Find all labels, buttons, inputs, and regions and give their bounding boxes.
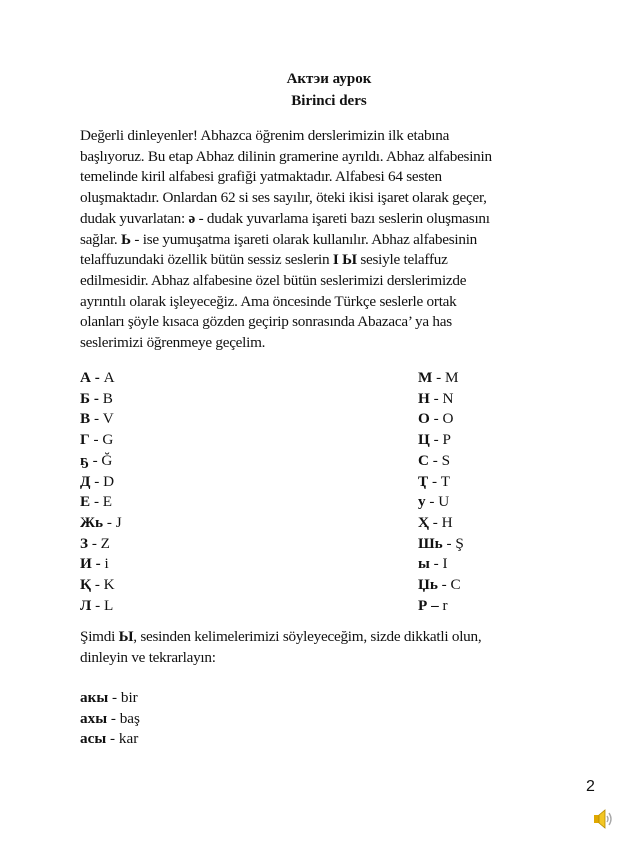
- instruction-line: [80, 647, 580, 668]
- text-run: Değerli dinleyenler! Abhazca öğrenim derslerimizin ilk etabına: [80, 127, 450, 144]
- intro-paragraph: [80, 126, 570, 354]
- latin-equivalent: - H: [428, 513, 453, 531]
- alphabet-column-left: [80, 368, 280, 616]
- latin-equivalent: i: [100, 555, 109, 573]
- text-run: - ise yumuşatma işareti olarak kullanılır. Abhaz alfabesinin: [130, 230, 478, 248]
- alphabet-row: [418, 513, 568, 534]
- text-run: telaffuzundaki özellik bütün sessiz seslerin: [80, 251, 333, 269]
- vocabulary-row: [80, 688, 140, 709]
- latin-equivalent: - I: [429, 555, 448, 573]
- text-run: sesiyle telaffuz: [356, 251, 448, 269]
- alphabet-row: [80, 472, 280, 493]
- alphabet-row: [418, 451, 568, 472]
- cyrillic-letter: Џь: [418, 576, 438, 594]
- text-run: dinleyin ve tekrarlayın:: [80, 649, 216, 666]
- cyrillic-letter: Е: [80, 493, 91, 511]
- alphabet-row: [418, 409, 568, 430]
- cyrillic-letter: Л: [80, 596, 92, 614]
- alphabet-row: [418, 575, 568, 596]
- instruction-line: [80, 626, 580, 647]
- cyrillic-letter: Ц: [418, 431, 430, 449]
- vocabulary-list: [80, 688, 140, 750]
- lesson-title: Актэи аурок: [286, 71, 372, 87]
- cyrillic-letter: Г: [80, 431, 90, 449]
- text-run: , sesinden kelimelerimizi söyleyeceğim, sizde dikkatli olun,: [133, 628, 482, 645]
- latin-equivalent: - D: [90, 472, 115, 490]
- text-run: temelinde kiril alfabesi grafiği yatmaktadır. Alfabesi 64 sesten: [80, 168, 442, 186]
- paragraph-line: [80, 230, 570, 251]
- vocabulary-meaning: - kar: [106, 730, 139, 748]
- cyrillic-letter: ы: [418, 555, 430, 573]
- latin-equivalent: - C: [437, 576, 461, 594]
- latin-equivalent: - J: [103, 513, 122, 531]
- bold-letter: Ь: [121, 230, 131, 248]
- latin-equivalent: - N: [429, 389, 454, 407]
- latin-equivalent: - Ğ: [88, 451, 113, 469]
- paragraph-line: [80, 333, 570, 354]
- latin-equivalent: r: [438, 596, 448, 614]
- lesson-subtitle: Birinci ders: [291, 93, 367, 109]
- cyrillic-letter: Қ: [80, 576, 92, 594]
- paragraph-line: [80, 271, 570, 292]
- alphabet-row: [418, 554, 568, 575]
- vocabulary-meaning: - bir: [108, 689, 138, 706]
- latin-equivalent: - O: [429, 410, 454, 428]
- alphabet-row: [418, 534, 568, 555]
- text-run: dudak yuvarlatan:: [80, 209, 189, 227]
- alphabet-row: [80, 389, 280, 410]
- cyrillic-letter: И -: [80, 555, 101, 573]
- alphabet-row: [80, 513, 280, 534]
- vocabulary-row: [80, 729, 140, 750]
- paragraph-line: [80, 312, 570, 333]
- latin-equivalent: - M: [432, 369, 459, 386]
- alphabet-row: [418, 430, 568, 451]
- alphabet-row: [80, 368, 280, 389]
- text-run: sağlar.: [80, 230, 122, 248]
- latin-equivalent: - S: [428, 451, 451, 469]
- latin-equivalent: - L: [91, 596, 114, 614]
- alphabet-row: [80, 430, 280, 451]
- alphabet-column-right: [418, 368, 568, 616]
- alphabet-row: [80, 596, 280, 617]
- bold-letter: Ы: [342, 251, 357, 269]
- cyrillic-letter: Ҳ: [418, 513, 429, 531]
- vocabulary-row: [80, 709, 140, 730]
- latin-equivalent: - Z: [88, 534, 110, 552]
- vocabulary-word: ахы: [80, 709, 108, 727]
- text-run: Şimdi: [80, 628, 119, 645]
- alphabet-row: [80, 409, 280, 430]
- alphabet-row: [80, 492, 280, 513]
- cyrillic-letter: Жь: [80, 513, 104, 531]
- text-run: başlıyoruz. Bu etap Abhaz dilinin gramerine ayrıldı. Abhaz alfabesinin: [80, 147, 492, 165]
- text-run: seslerimizi öğrenmeye geçelim.: [80, 334, 266, 352]
- latin-equivalent: - P: [429, 431, 451, 449]
- latin-equivalent: A: [99, 369, 115, 386]
- text-run: ayrıntılı olarak işleyeceğiz. Ama öncesinde Türkçe seslerle ortak: [80, 292, 457, 310]
- cyrillic-letter: М: [418, 369, 433, 386]
- cyrillic-letter: С: [418, 451, 429, 469]
- instruction-paragraph: [80, 626, 580, 668]
- bold-letter: ə: [188, 209, 196, 227]
- cyrillic-letter: у: [418, 493, 426, 511]
- latin-equivalent: - K: [91, 576, 115, 594]
- cyrillic-letter: Б -: [80, 389, 99, 407]
- text-run: - dudak yuvarlama işareti bazı seslerin oluşmasını: [195, 209, 490, 227]
- paragraph-line: [80, 209, 570, 230]
- latin-equivalent: B: [98, 389, 113, 407]
- cyrillic-letter: ҕ: [80, 451, 89, 469]
- alphabet-row: [418, 596, 568, 617]
- alphabet-row: [80, 534, 280, 555]
- paragraph-line: [80, 147, 570, 168]
- cyrillic-letter: З: [80, 534, 89, 552]
- text-run: olanları şöyle kısaca gözden geçirip sonrasında Abazaca’ ya has: [80, 313, 452, 331]
- alphabet-row: [80, 575, 280, 596]
- vocabulary-word: асы: [80, 730, 107, 748]
- latin-equivalent: - T: [428, 472, 451, 490]
- paragraph-line: [80, 167, 570, 188]
- cyrillic-letter: Ҭ: [418, 472, 429, 490]
- text-run: edilmesidir. Abhaz alfabesine özel bütün seslerimizi derslerimizde: [80, 271, 467, 289]
- cyrillic-letter: Шь: [418, 534, 443, 552]
- paragraph-line: [80, 292, 570, 313]
- latin-equivalent: - V: [90, 410, 114, 428]
- cyrillic-letter: Н: [418, 389, 430, 407]
- vocabulary-meaning: - baş: [107, 709, 140, 727]
- cyrillic-letter: В: [80, 410, 91, 428]
- cyrillic-letter: Р –: [418, 596, 439, 614]
- paragraph-line: [80, 188, 570, 209]
- alphabet-row: [418, 492, 568, 513]
- latin-equivalent: - E: [90, 493, 113, 511]
- vocabulary-word: акы: [80, 689, 109, 706]
- alphabet-row: [80, 554, 280, 575]
- alphabet-row: [80, 451, 280, 472]
- page-number: 2: [586, 778, 595, 795]
- text-run: oluşmaktadır. Onlardan 62 si ses sayılır, öteki ikisi işaret olarak geçer,: [80, 189, 487, 207]
- bold-letter: Ы: [118, 628, 134, 645]
- bold-letter: I: [332, 251, 339, 269]
- speaker-icon[interactable]: [592, 808, 614, 830]
- latin-equivalent: - G: [89, 431, 114, 449]
- latin-equivalent: - U: [425, 493, 450, 511]
- alphabet-row: [418, 368, 568, 389]
- latin-equivalent: - Ş: [442, 534, 464, 552]
- paragraph-line: [80, 250, 570, 271]
- alphabet-row: [418, 472, 568, 493]
- cyrillic-letter: О: [418, 410, 430, 428]
- cyrillic-letter: Д: [80, 472, 91, 490]
- alphabet-row: [418, 389, 568, 410]
- cyrillic-letter: А -: [80, 369, 100, 386]
- paragraph-line: [80, 126, 570, 147]
